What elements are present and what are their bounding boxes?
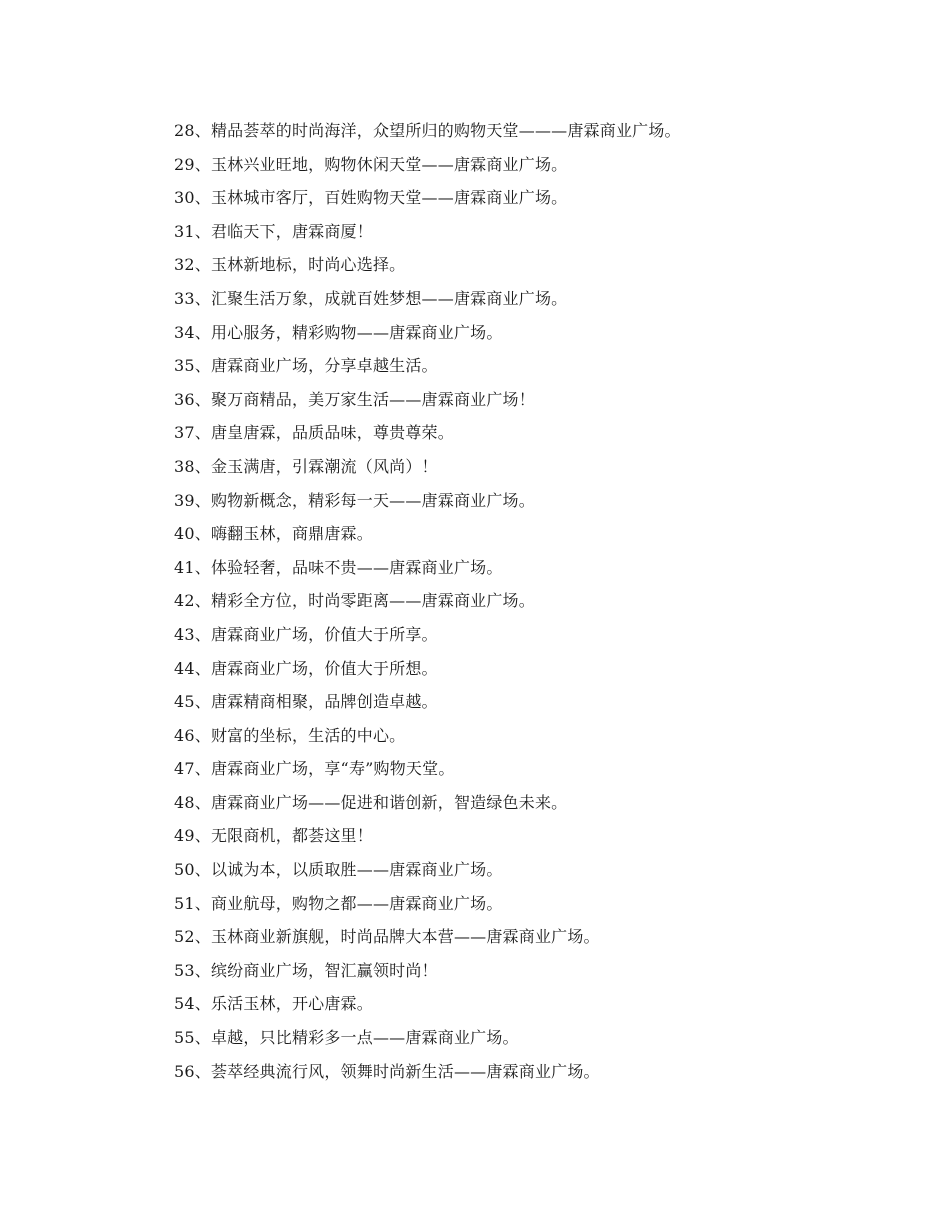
list-item: 35、唐霖商业广场，分享卓越生活。 (174, 356, 438, 376)
list-item: 28、精品荟萃的时尚海洋，众望所归的购物天堂———唐霖商业广场。 (174, 121, 681, 140)
list-item: 34、用心服务，精彩购物——唐霖商业广场。 (174, 322, 503, 342)
list-item: 31、君临天下，唐霖商厦！ (174, 221, 373, 241)
list-item: 43、唐霖商业广场，价值大于所享。 (174, 624, 438, 644)
list-item: 36、聚万商精品，美万家生活——唐霖商业广场！ (174, 389, 535, 409)
list-item: 46、财富的坐标，生活的中心。 (174, 725, 406, 745)
list-item: 40、嗨翻玉林，商鼎唐霖。 (174, 524, 373, 544)
list-item: 52、玉林商业新旗舰，时尚品牌大本营——唐霖商业广场。 (174, 927, 600, 947)
list-item: 37、唐皇唐霖，品质品味，尊贵尊荣。 (174, 423, 454, 443)
list-item: 33、汇聚生活万象，成就百姓梦想——唐霖商业广场。 (174, 288, 568, 308)
list-item: 47、唐霖商业广场，享“寿”购物天堂。 (174, 759, 455, 779)
list-item: 55、卓越，只比精彩多一点——唐霖商业广场。 (174, 1028, 519, 1048)
list-item: 50、以诚为本，以质取胜——唐霖商业广场。 (174, 860, 503, 880)
list-item: 42、精彩全方位，时尚零距离——唐霖商业广场。 (174, 591, 535, 611)
list-item: 32、玉林新地标，时尚心选择。 (174, 255, 406, 275)
list-item: 49、无限商机，都荟这里！ (174, 826, 373, 846)
list-item: 30、玉林城市客厅，百姓购物天堂——唐霖商业广场。 (174, 188, 568, 208)
list-item: 45、唐霖精商相聚，品牌创造卓越。 (174, 692, 438, 712)
list-item: 51、商业航母，购物之都——唐霖商业广场。 (174, 893, 503, 913)
list-item: 41、体验轻奢，品味不贵——唐霖商业广场。 (174, 557, 503, 577)
list-item: 54、乐活玉林，开心唐霖。 (174, 994, 373, 1014)
list-item: 29、玉林兴业旺地，购物休闲天堂——唐霖商业广场。 (174, 154, 568, 174)
slogan-list (174, 114, 894, 1088)
list-item: 39、购物新概念，精彩每一天——唐霖商业广场。 (174, 490, 535, 510)
list-item: 53、缤纷商业广场，智汇赢领时尚！ (174, 960, 438, 980)
list-item: 38、金玉满唐，引霖潮流（风尚）！ (174, 456, 438, 476)
list-item: 44、唐霖商业广场，价值大于所想。 (174, 658, 438, 678)
list-item: 56、荟萃经典流行风，领舞时尚新生活——唐霖商业广场。 (174, 1061, 600, 1081)
list-item: 48、唐霖商业广场——促进和谐创新，智造绿色未来。 (174, 792, 568, 812)
